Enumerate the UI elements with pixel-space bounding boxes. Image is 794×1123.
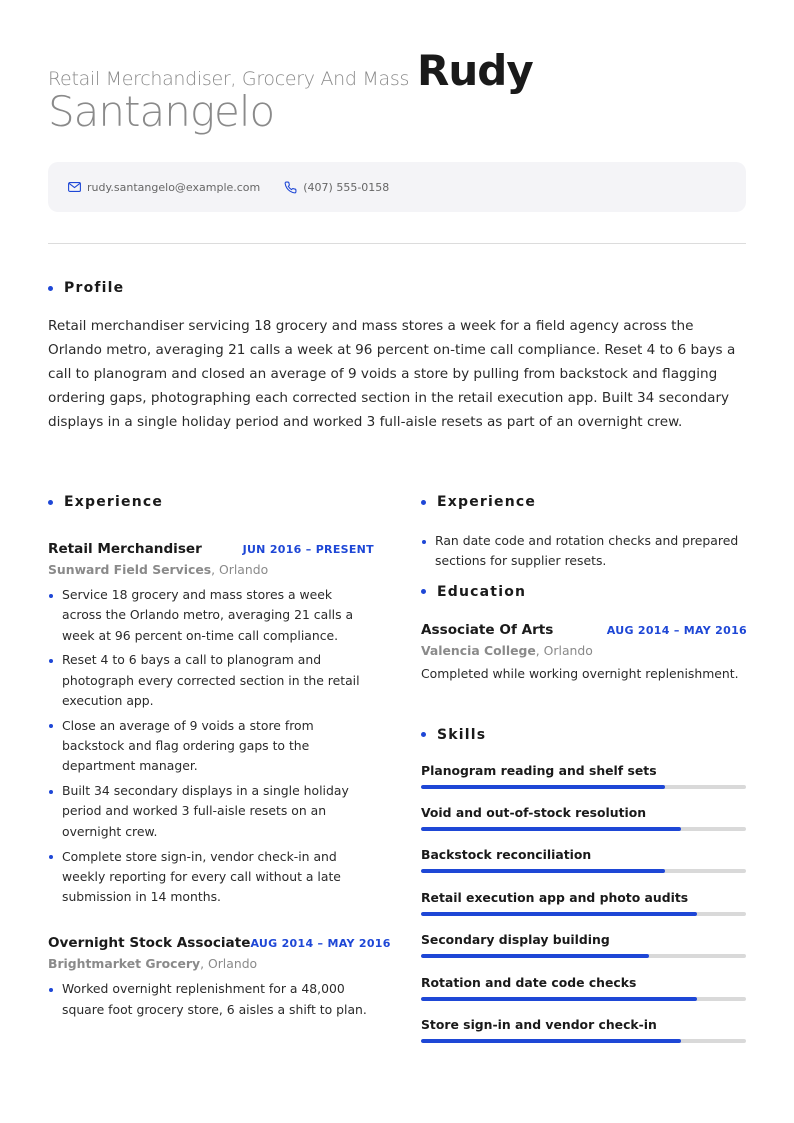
- job-location: , Orlando: [200, 956, 258, 972]
- email-text: rudy.santangelo@example.com: [87, 180, 261, 194]
- list-item: Worked overnight replenishment for a 48,000 square foot grocery store, 6 aisles a shift to plan.: [48, 979, 374, 1020]
- skill-item: [421, 932, 747, 974]
- phone-text: (407) 555-0158: [303, 180, 390, 194]
- job-company-line: [48, 562, 374, 577]
- profile-text: Retail merchandiser servicing 18 grocery and mass stores a week for a field agency across the Orlando metro, averaging 21 calls a week at 96 percent on-time call compliance. Reset 4 to 6 bays a call to planogram and closed an average of 9 voids a store by pulling from backstock and flagging ordering gaps, photographing each corrected section in the retail execution app. Built 34 secondary displays in a single holiday period and worked 3 full-aisle resets as part of an overnight crew.: [48, 318, 736, 430]
- skill-level-fill: [421, 827, 681, 831]
- first-name: Rudy: [417, 46, 533, 95]
- skill-level-fill: [421, 1039, 681, 1043]
- contact-bar: [48, 162, 746, 212]
- bullet-dot-icon: [421, 589, 426, 594]
- job-dates: AUG 2014 – MAY 2016: [250, 937, 391, 951]
- skill-level-bar: [421, 954, 746, 958]
- skills-list: [421, 763, 747, 1060]
- profile-heading-label: Profile: [64, 280, 125, 296]
- skill-level-bar: [421, 912, 746, 916]
- skill-level-fill: [421, 954, 649, 958]
- header-divider: [48, 243, 746, 244]
- mail-icon: [68, 182, 81, 192]
- school: Valencia College: [421, 642, 536, 658]
- skill-name: Store sign-in and vendor check-in: [421, 1016, 657, 1032]
- profile-section: [48, 280, 748, 434]
- job-entry: [48, 541, 374, 907]
- left-column: [48, 494, 391, 1025]
- skill-name: Backstock reconciliation: [421, 847, 592, 863]
- job-bullets: [48, 979, 374, 1020]
- skills-heading-label: Skills: [437, 726, 487, 743]
- bullet-dot-icon: [48, 286, 53, 291]
- skill-name: Secondary display building: [421, 932, 610, 948]
- resume-header: [48, 48, 748, 134]
- job-entry: [48, 935, 391, 1020]
- skill-level-bar: [421, 869, 746, 873]
- job-dates: JUN 2016 – PRESENT: [242, 543, 374, 556]
- experience-heading-label: Experience: [437, 494, 537, 510]
- skill-level-fill: [421, 869, 665, 873]
- education-header: [421, 622, 747, 638]
- bullet-dot-icon: [421, 732, 426, 737]
- job-company-line: [48, 956, 374, 971]
- degree: Associate Of Arts: [421, 621, 554, 638]
- skill-item: [421, 805, 747, 847]
- education-heading-label: Education: [437, 583, 527, 600]
- experience-heading: [48, 494, 374, 510]
- contact-phone[interactable]: [284, 181, 389, 194]
- skills-heading: [421, 727, 747, 743]
- list-item: Close an average of 9 voids a store from backstock and flag ordering gaps to the department manager.: [48, 716, 374, 777]
- job-title: Retail Merchandiser, Grocery And Mass: [48, 68, 410, 90]
- skill-name: Rotation and date code checks: [421, 974, 637, 990]
- skill-name: Void and out-of-stock resolution: [421, 804, 647, 820]
- job-header: [48, 935, 391, 952]
- skill-item: [421, 975, 747, 1017]
- skill-item: [421, 890, 747, 932]
- bullet-dot-icon: [421, 500, 426, 505]
- skill-level-fill: [421, 912, 697, 916]
- list-item: Ran date code and rotation checks and prepared sections for supplier resets.: [421, 531, 747, 572]
- profile-heading: [48, 280, 748, 296]
- experience-continued-heading: [421, 494, 747, 510]
- job-bullets: [421, 531, 747, 572]
- skill-level-bar: [421, 1039, 746, 1043]
- education-note: Completed while working overnight replenishment.: [421, 665, 739, 681]
- job-company: Brightmarket Grocery: [48, 956, 201, 972]
- job-role: Retail Merchandiser: [48, 541, 202, 557]
- skill-level-bar: [421, 997, 746, 1001]
- skill-name: Retail execution app and photo audits: [421, 889, 689, 905]
- school-line: [421, 643, 747, 658]
- skill-level-bar: [421, 827, 746, 831]
- skill-name: Planogram reading and shelf sets: [421, 762, 657, 778]
- school-location: , Orlando: [535, 642, 593, 658]
- job-location: , Orlando: [211, 562, 269, 577]
- job-bullets: [48, 585, 374, 907]
- experience-heading-label: Experience: [64, 494, 164, 510]
- skill-level-bar: [421, 785, 746, 789]
- list-item: Service 18 grocery and mass stores a week across the Orlando metro, averaging 21 calls a week at 96 percent on-time call compliance.: [48, 585, 374, 646]
- job-header: [48, 541, 374, 557]
- education-dates: AUG 2014 – MAY 2016: [606, 623, 747, 637]
- job-company: Sunward Field Services: [48, 562, 212, 577]
- contact-email[interactable]: [68, 181, 260, 194]
- skill-item: [421, 1017, 747, 1059]
- list-item: Built 34 secondary displays in a single holiday period and worked 3 full-aisle resets on an overnight crew.: [48, 781, 374, 842]
- skill-item: [421, 847, 747, 889]
- last-name: Santangelo: [48, 87, 275, 136]
- education-heading: [421, 584, 747, 600]
- job-role: Overnight Stock Associate: [48, 935, 251, 952]
- education-entry: [421, 622, 747, 681]
- right-column: [421, 494, 747, 1059]
- list-item: Reset 4 to 6 bays a call to planogram and photograph every corrected section in the retail execution app.: [48, 650, 374, 711]
- skill-level-fill: [421, 785, 665, 789]
- phone-icon: [284, 181, 297, 194]
- skill-item: [421, 763, 747, 805]
- bullet-dot-icon: [48, 500, 53, 505]
- skill-level-fill: [421, 997, 697, 1001]
- list-item: Complete store sign-in, vendor check-in and weekly reporting for every call without a late submission in 14 months.: [48, 847, 374, 908]
